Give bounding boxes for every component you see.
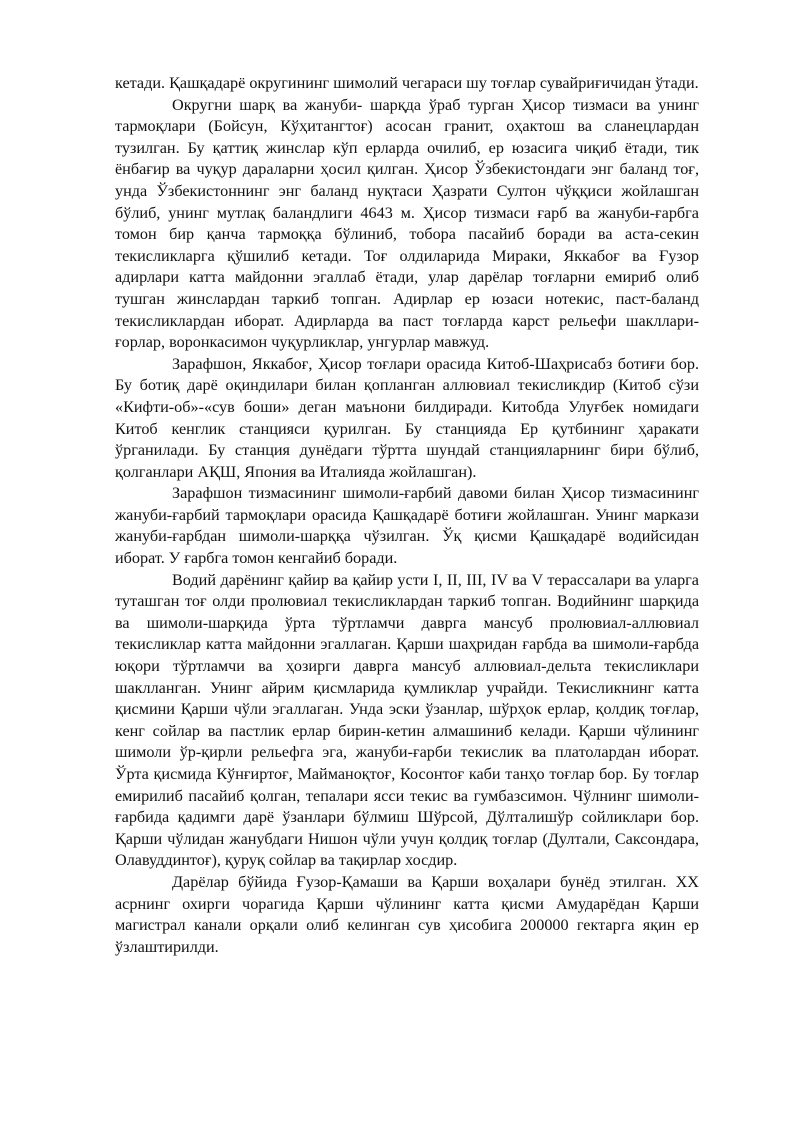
paragraph-hisor-range: Округни шарқ ва жануби- шарқда ўраб турган Ҳисор тизмаси ва унинг тармоқлари (Бойсун, Кўҳитангтоғ) асосан гранит, оҳактош ва сланецлардан тузилган. Бу қаттиқ жинслар кўп ерларда очилиб, ер юзасига чиқиб ётади, тик ёнбағир ва чуқур дараларни ҳосил қилган. Ҳисор Ўзбекистондаги энг баланд тоғ, унда Ўзбекистоннинг энг баланд нуқтаси Ҳазрати Султон чўққиси жойлашган бўлиб, унинг мутлақ баландлиги 4643 м. Ҳисор тизмаси ғарб ва жануби-ғарбга томон бир қанча тармоққа бўлиниб, тобора пасайиб боради ва аста-секин текисликларга қўшилиб кетади. Тоғ олдиларида Мираки, Яккабоғ ва Ғузор адирлари катта майдонни эгаллаб ётади, улар дарёлар тоғларни емириб олиб тушган жинслардан таркиб топган. Адирлар ер юзаси нотекис, паст-баланд текисликлардан иборат. Адирларда ва паст тоғларда карст рельефи шакллари-ғорлар, воронкасимон чуқурликлар, унгурлар мавжуд.: [115, 95, 699, 352]
paragraph-continuation: кетади. Қашқадарё округининг шимолий чегараси шу тоғлар сувайриғичидан ўтади.: [115, 74, 699, 92]
document-page: [115, 73, 699, 958]
paragraph-valley-terraces: Водий дарёнинг қайир ва қайир усти I, II, III, IV ва V терассалари ва уларга туташган тоғ олди пролювиал текисликлардан таркиб топган. Водийнинг шарқида ва шимоли-шарқида ўрта тўртламчи даврга мансуб пролювиал-аллювиал текисликлар катта майдонни эгаллаган. Қарши шаҳридан ғарбда ва шимоли-ғарбда юқори тўртламчи ва ҳозирги даврга мансуб аллювиал-дельта текисликлари шаклланган. Унинг айрим қисмларида қумликлар учрайди. Текисликнинг катта қисмини Қарши чўли эгаллаган. Унда эски ўзанлар, шўрҳок ерлар, қолдиқ тоғлар, кенг сойлар ва пастлик ерлар бирин-кетин алмашиниб келади. Қарши чўлининг шимоли ўр-қирли рельефга эга, жануби-ғарби текислик ва платолардан иборат. Ўрта қисмида Кўнғиртоғ, Майманоқтоғ, Косонтоғ каби танҳо тоғлар бор. Бу тоғлар емирилиб пасайиб қолган, тепалари ясси текис ва гумбазсимон. Чўлнинг шимоли-ғарбида қадимги дарё ўзанлари бўлмиш Шўрсой, Дўлталишўр сойликлари бор. Қарши чўлидан жанубдаги Нишон чўли учун қолдиқ тоғлар (Дултали, Саксондара, Олавуддинтоғ), қуруқ сойлар ва тақирлар хосдир.: [115, 570, 699, 870]
paragraph-kashkadarya-basin: Зарафшон тизмасининг шимоли-ғарбий давоми билан Ҳисор тизмасининг жануби-ғарбий тармоқлари орасида Қашқадарё ботиғи жойлашган. Унинг маркази жануби-ғарбдан шимоли-шарққа чўзилган. Ўқ қисми Қашқадарё водийсидан иборат. У ғарбга томон кенгайиб боради.: [115, 484, 699, 568]
paragraph-kitob-shahrisabz: Зарафшон, Яккабоғ, Ҳисор тоғлари орасида Китоб-Шаҳрисабз ботиғи бор. Бу ботиқ дарё оқиндилари билан қопланган аллювиал текисликдир (Китоб сўзи «Кифти-об»-«сув боши» деган маънони билдиради. Китобда Улуғбек номидаги Китоб кенглик станцияси қурилган. Бу станцияда Ер қутбининг ҳаракати ўрганилади. Бу станция дунёдаги тўртта шундай станцияларнинг бири бўлиб, қолганлари АҚШ, Япония ва Италияда жойлашган).: [115, 354, 699, 481]
paragraph-oases: Дарёлар бўйида Ғузор-Қамаши ва Қарши воҳалари бунёд этилган. XX асрнинг охирги чорагида Қарши чўлининг катта қисми Амударёдан Қарши магистрал канали орқали олиб келинган сув ҳисобига 200000 гектарга яқин ер ўзлаштирилди.: [115, 872, 699, 956]
